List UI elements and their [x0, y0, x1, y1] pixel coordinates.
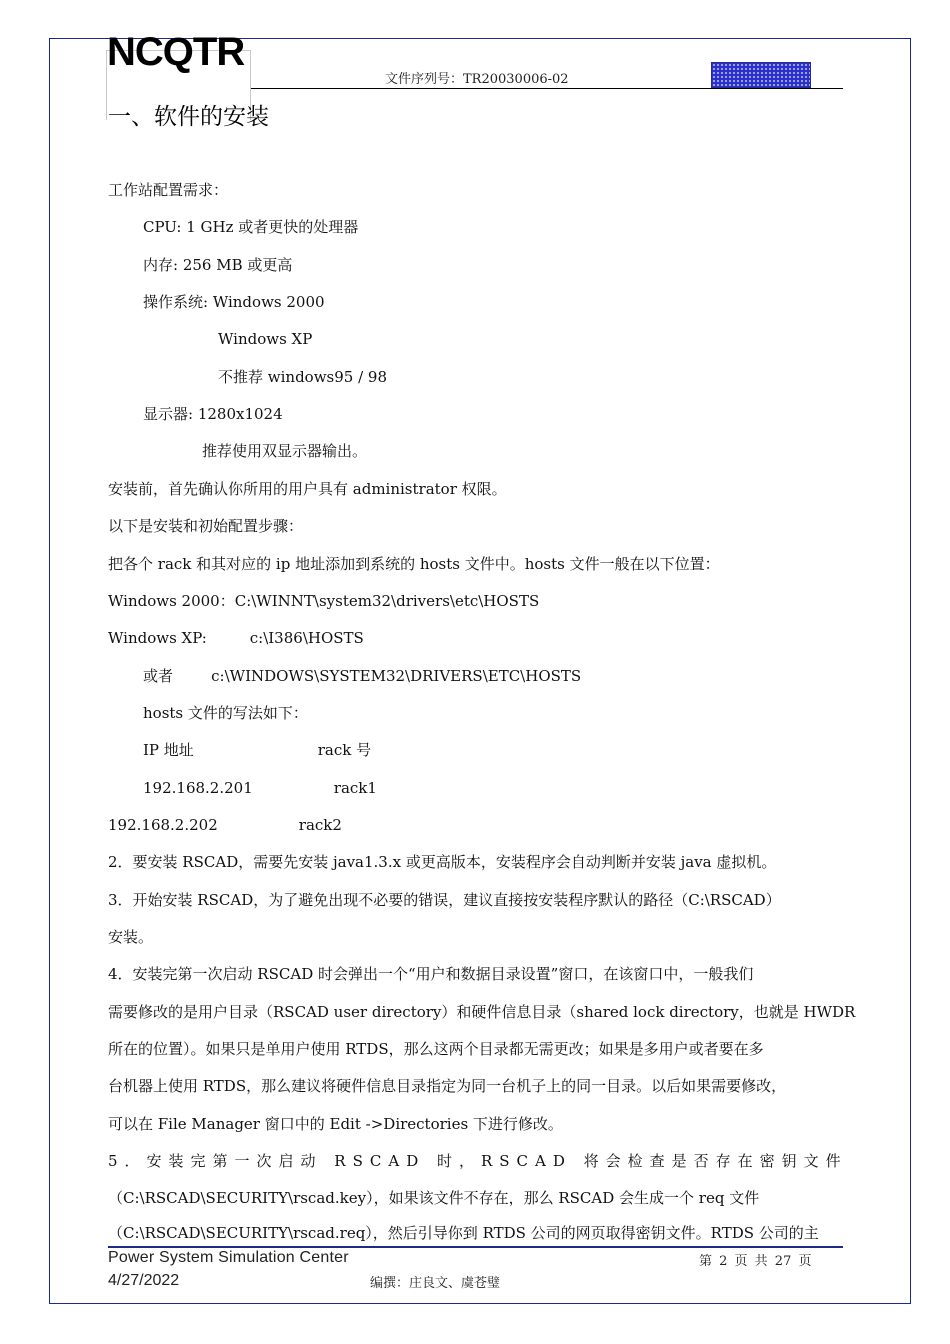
text-line: 5．安装完第一次启动 RSCAD 时，RSCAD 将会检查是否存在密钥文件 — [108, 1152, 848, 1170]
text-line: 4．安装完第一次启动 RSCAD 时会弹出一个“用户和数据目录设置”窗口，在该窗口中，一般我们 — [108, 965, 754, 983]
page-number: 第 2 页 共 27 页 — [699, 1254, 812, 1269]
text-line: 需要修改的是用户目录（RSCAD user directory）和硬件信息目录（shared lock directory，也就是 HWDR — [108, 1003, 856, 1021]
editors: 编撰：庄良文、虞苍璧 — [370, 1276, 501, 1291]
text-line: IP 地址 rack 号 — [143, 741, 372, 759]
text-line: 推荐使用双显示器输出。 — [202, 442, 368, 460]
text-line: 不推荐 windows95 / 98 — [218, 368, 387, 386]
footer-organization: Power System Simulation Center — [108, 1249, 349, 1266]
document-number: 文件序列号：TR20030006-02 — [385, 72, 569, 87]
footer-date: 4/27/2022 — [108, 1272, 180, 1289]
logo: NCQTR — [107, 30, 245, 74]
text-line: 安装前，首先确认你所用的用户具有 administrator 权限。 — [108, 480, 507, 498]
text-line: CPU: 1 GHz 或者更快的处理器 — [143, 218, 359, 236]
footer-rule — [108, 1246, 843, 1248]
stamp-graphic — [711, 62, 811, 88]
text-line: 3．开始安装 RSCAD，为了避免出现不必要的错误，建议直接按安装程序默认的路径（C:\RSCAD） — [108, 891, 781, 909]
text-line: 工作站配置需求： — [108, 181, 229, 199]
text-line: 可以在 File Manager 窗口中的 Edit ->Directories 下进行修改。 — [108, 1115, 563, 1133]
text-line: Windows XP — [218, 330, 313, 348]
text-line: 或者 c:\WINDOWS\SYSTEM32\DRIVERS\ETC\HOSTS — [143, 667, 582, 685]
text-line: 操作系统: Windows 2000 — [143, 293, 325, 311]
section-title: 一、软件的安装 — [108, 104, 269, 130]
text-line: 2．要安装 RSCAD，需要先安装 java1.3.x 或更高版本，安装程序会自动判断并安装 java 虚拟机。 — [108, 853, 777, 871]
text-line: 台机器上使用 RTDS，那么建议将硬件信息目录指定为同一台机子上的同一目录。以后如果需要修改， — [108, 1077, 787, 1095]
text-line: 192.168.2.201 rack1 — [143, 779, 377, 797]
text-line: Windows XP: c:\I386\HOSTS — [108, 629, 364, 647]
text-line: 显示器: 1280x1024 — [143, 405, 283, 423]
header-rule — [251, 88, 843, 89]
text-line: 把各个 rack 和其对应的 ip 地址添加到系统的 hosts 文件中。hosts 文件一般在以下位置： — [108, 555, 720, 573]
text-line: 内存: 256 MB 或更高 — [143, 256, 293, 274]
text-line: hosts 文件的写法如下： — [143, 704, 308, 722]
text-line: 以下是安装和初始配置步骤： — [108, 517, 304, 535]
text-line: （C:\RSCAD\SECURITY\rscad.key），如果该文件不存在，那么 RSCAD 会生成一个 req 文件 — [108, 1189, 760, 1207]
text-line: Windows 2000：C:\WINNT\system32\drivers\etc\HOSTS — [108, 592, 540, 610]
text-line: （C:\RSCAD\SECURITY\rscad.req），然后引导你到 RTDS 公司的网页取得密钥文件。RTDS 公司的主 — [108, 1224, 819, 1242]
text-line: 192.168.2.202 rack2 — [108, 816, 342, 834]
text-line: 所在的位置）。如果只是单用户使用 RTDS，那么这两个目录都无需更改；如果是多用户或者要在多 — [108, 1040, 764, 1058]
text-line: 安装。 — [108, 928, 154, 946]
